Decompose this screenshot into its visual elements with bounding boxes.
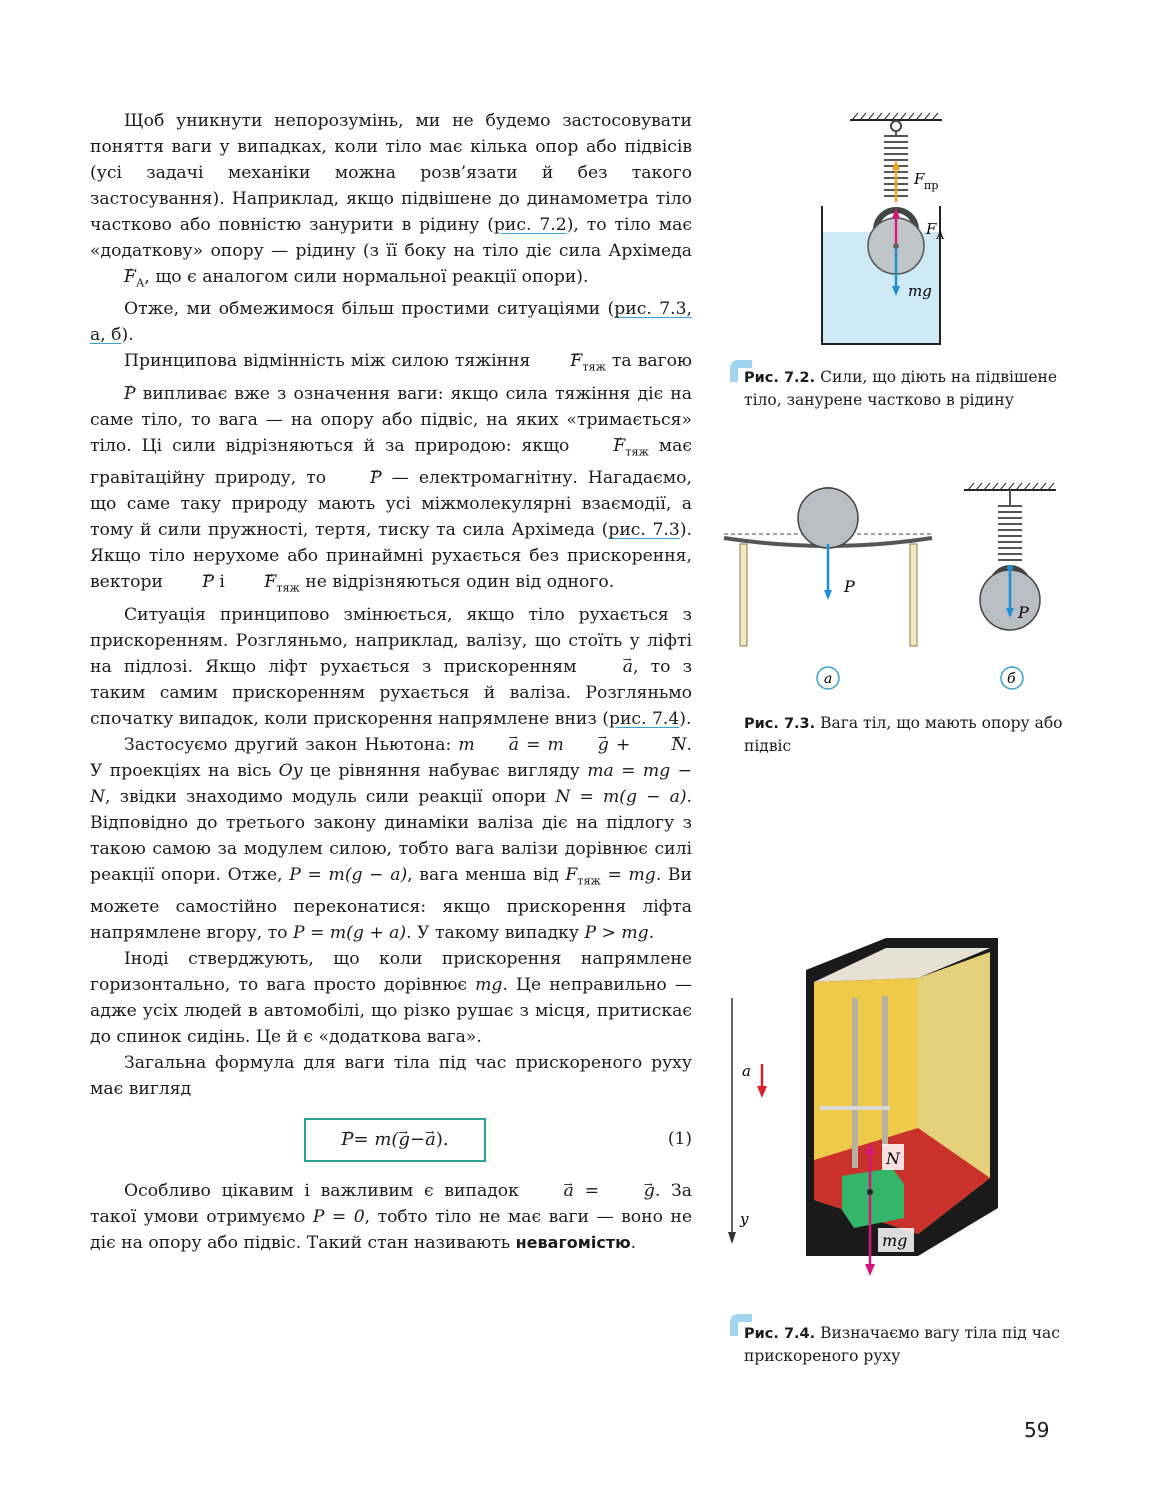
svg-text:А: А bbox=[936, 229, 945, 242]
paragraph-6: Іноді стверджують, що коли прискорення напрямлене горизонтально, то вага просто дорівнює mg. Це неправильно — адже усіх людей в автомобілі, що різко рушає з місця, притискає до спинок сидінь. Це й є «додаткова вага». bbox=[90, 949, 693, 1048]
formula-number: (1) bbox=[667, 1129, 692, 1150]
paragraph-4: Ситуація принципово змінюється, якщо тіло рухається з прискоренням. Розгляньмо, наприклад, валізу, що стоїть у ліфті на підлозі. Якщо ліфт рухається з прискоренням → a, то з таким самим прискоренням рухається й валіза. Розгляньмо спочатку випадок, коли прискорення напрямлене вниз (рис. 7.4). bbox=[90, 602, 692, 732]
label-a: a bbox=[742, 1062, 751, 1080]
ref-fig-7-2[interactable]: рис. 7.2 bbox=[493, 215, 567, 235]
caption-fig-7-4: Рис. 7.4. Визначаємо вагу тіла під час прискореного руху bbox=[744, 1324, 1060, 1365]
caption-fig-7-2: Рис. 7.2. Сили, що діють на підвішене тіло, занурене частково в рідину bbox=[744, 368, 1058, 409]
paragraph-3: Принципова відмінність між силою тяжіння → $F_{тяж}$ та вагою → P випливає вже з означення ваги: якщо сила тяжіння діє на саме тіло, то вага — на опору або підвіс, на яких «тримається» тіло. Ці сили відрізняються й за природою: якщо → $F_{тяж}$ має гравітаційну природу, то → P — електромагнітну. Нагадаємо, що саме таку природу мають усі міжмолекулярні взаємодії, а тому й сили пружності, тертя, тиску та сила Архімеда (рис. 7.3). Якщо тіло нерухоме або принаймні рухається без прискорення, вектори → P $і \to F_{тяж}$ не відрізняються один від одного. bbox=[90, 348, 692, 601]
caption-fig-7-3: Рис. 7.3. Вага тіл, що мають опору або підвіс bbox=[744, 714, 1063, 755]
term-weightlessness: невагомістю bbox=[515, 1233, 631, 1253]
figure-7-3 bbox=[718, 478, 1058, 698]
paragraph-1: Щоб уникнути непорозумінь, ми не будемо застосовувати поняття ваги у випадках, коли тіло має кілька опор або підвісів (усі задачі механіки можна розв’язати й без такого застосування). Наприклад, якщо підвішене до динамометра тіло частково або повністю занурити в рідину (рис. 7.2), то тіло має «додаткову» опору — рідину (з її боку на тіло діє сила Архімеда → $F_А$, що є аналогом сили нормальної реакції опори). bbox=[90, 108, 692, 296]
elevator-cabin bbox=[806, 938, 998, 1256]
fig-7-3-a bbox=[724, 488, 932, 689]
ref-fig-7-3b[interactable]: рис. 7.3 bbox=[608, 520, 680, 541]
ref-fig-7-3[interactable]: рис. 7.3, а, б bbox=[90, 299, 693, 346]
label-P-b: P bbox=[1018, 603, 1029, 622]
formula-row bbox=[90, 1108, 692, 1168]
ceiling-hatch bbox=[850, 113, 942, 120]
figure-7-2 bbox=[812, 110, 952, 350]
ref-fig-7-4[interactable]: рис. 7.4 bbox=[608, 708, 680, 729]
fig-7-3-b bbox=[964, 483, 1056, 689]
sublabel-b: б bbox=[1007, 671, 1016, 687]
paragraph-2: Отже, ми обмежимося більш простими ситуаціями (рис. 7.3, а, б). bbox=[90, 299, 693, 346]
formula-box: → P = m( → g − → a ). bbox=[304, 1118, 486, 1162]
label-mg: mg bbox=[908, 282, 932, 300]
label-y: y bbox=[740, 1210, 749, 1228]
sublabel-a: а bbox=[824, 671, 833, 687]
paragraph-8: Особливо цікавим і важливим є випадок → a = → g. За такої умови отримуємо P = 0, тобто тіло не має ваги — воно не діє на опору або підвіс. Такий стан називають невагомістю. bbox=[90, 1178, 692, 1256]
label-F-A: F bbox=[926, 220, 937, 238]
figure-7-4 bbox=[722, 938, 1022, 1278]
label-mg-fig74: mg bbox=[882, 1231, 908, 1250]
main-text-column bbox=[90, 108, 692, 1256]
label-P-a: P bbox=[844, 577, 855, 596]
paragraph-5: Застосуємо другий закон Ньютона: m→ a = m→ g + → N. У проекціях на вісь Oy це рівняння набуває вигляду ma = mg − N, звідки знаходимо модуль сили реакції опори N = m(g − a). Відповідно до третього закону динаміки валіза діє на підлогу з такою самою за модулем силою, тобто вага валізи дорівнює силі реакції опори. Отже, P = m(g − a), вага менша від $F_{тяж}$ = mg. Ви можете самостійно переконатися: якщо прискорення ліфта напрямлене вгору, то P = m(g + a). У такому випадку P > mg. bbox=[90, 732, 692, 946]
label-N: N bbox=[886, 1149, 900, 1168]
label-F-pr: F bbox=[914, 170, 925, 188]
page-number: 59 bbox=[1024, 1418, 1050, 1442]
svg-text:пр: пр bbox=[924, 179, 939, 192]
paragraph-7: Загальна формула для ваги тіла під час прискореного руху має вигляд bbox=[90, 1053, 692, 1100]
